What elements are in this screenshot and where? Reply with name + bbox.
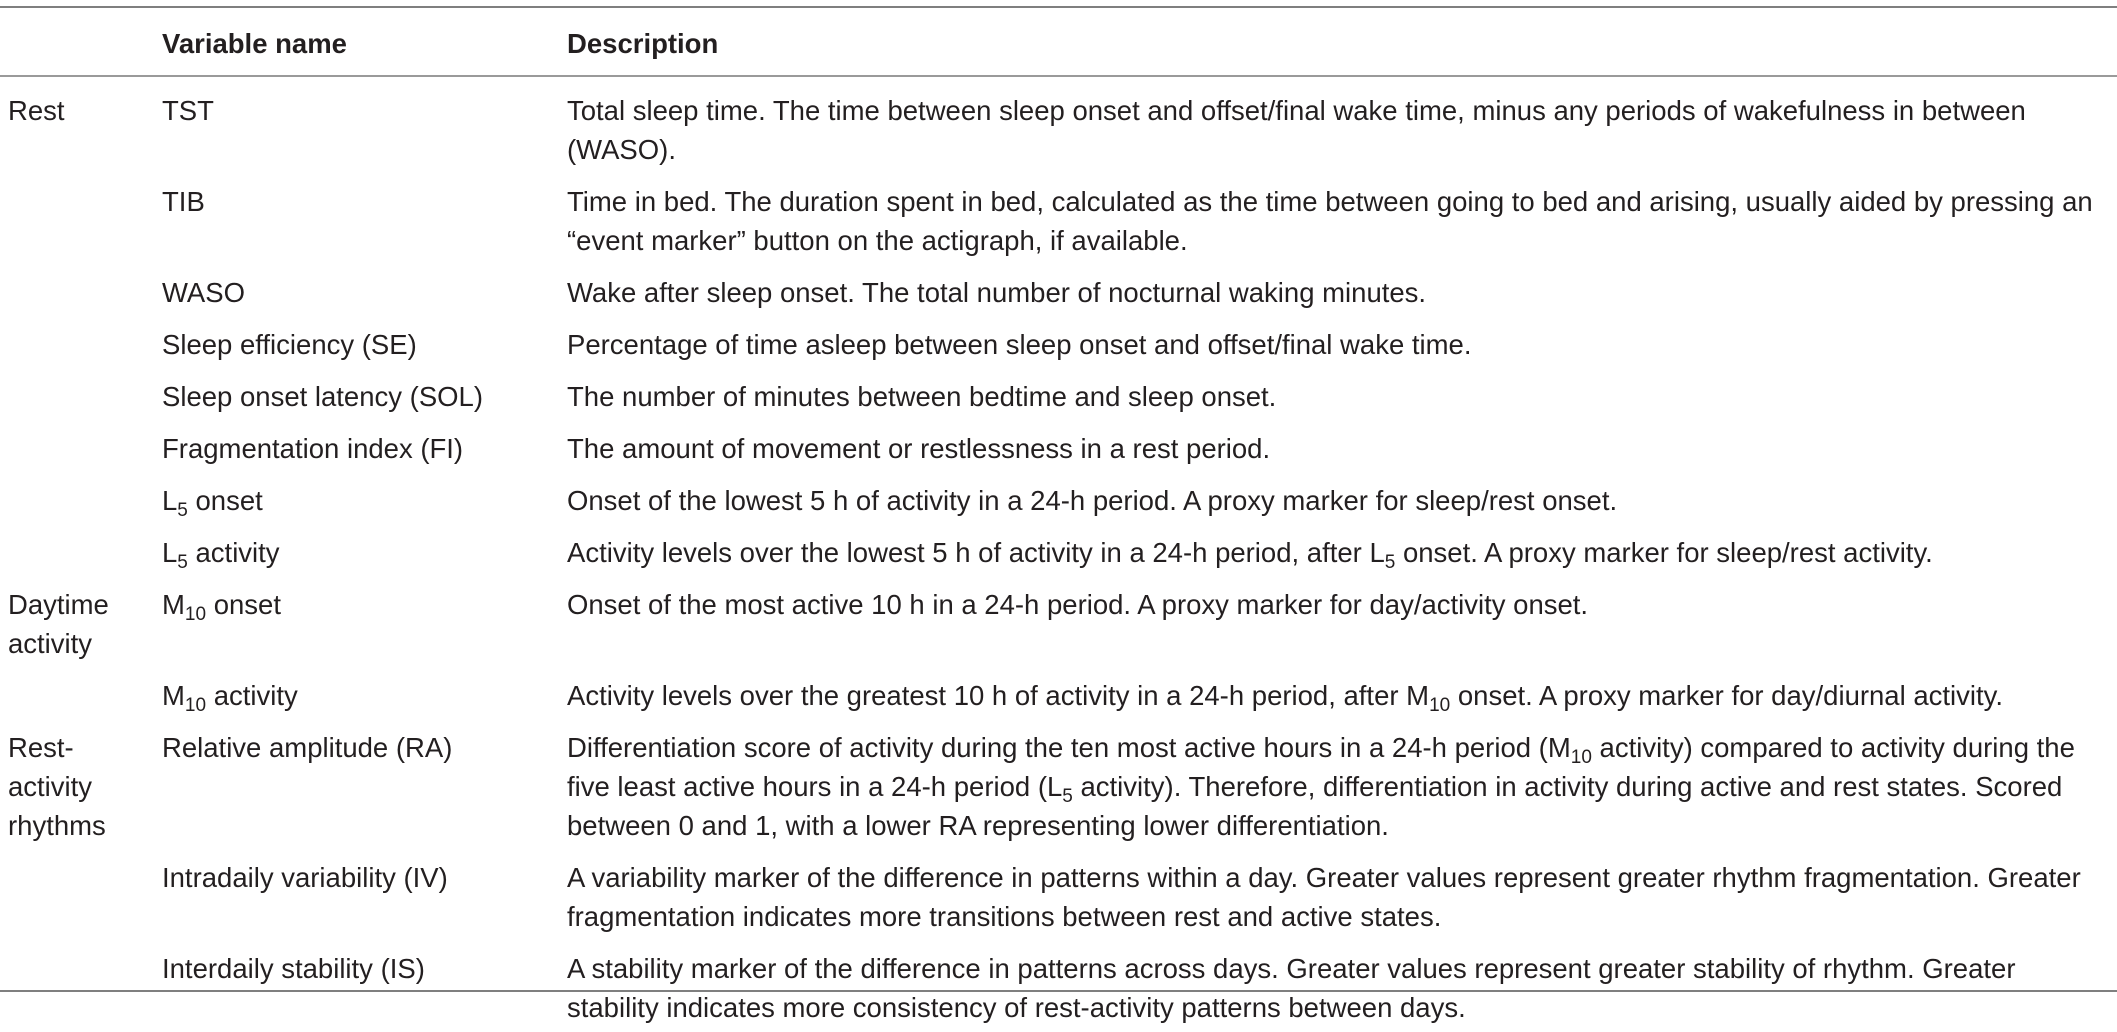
- variable-text: Sleep onset latency (SOL): [162, 381, 484, 412]
- row-group-label: [0, 174, 162, 265]
- row-variable-name: [162, 77, 567, 174]
- variable-text: Relative amplitude (RA): [162, 732, 453, 763]
- row-description: [567, 265, 2117, 317]
- row-description: [567, 174, 2117, 265]
- row-description: [567, 473, 2117, 525]
- row-group-label: [0, 317, 162, 369]
- row-description: [567, 317, 2117, 369]
- description-text: Total sleep time. The time between sleep onset and offset/final wake time, minus any periods of wakefulness in between (WASO).: [567, 95, 2026, 165]
- table-row: [0, 941, 2117, 1032]
- table-row: [0, 668, 2117, 720]
- header-row: [0, 8, 2117, 77]
- row-group-label: [0, 850, 162, 941]
- row-description: [567, 720, 2117, 850]
- variable-suffix: activity: [187, 537, 280, 568]
- row-description: [567, 668, 2117, 720]
- row-group-label: [0, 525, 162, 577]
- row-variable-name: [162, 369, 567, 421]
- row-group-label: [0, 421, 162, 473]
- row-variable-name: [162, 577, 567, 668]
- row-variable-name: [162, 421, 567, 473]
- row-variable-name: [162, 265, 567, 317]
- variable-text: Sleep efficiency (SE): [162, 329, 417, 360]
- description-text: The number of minutes between bedtime and sleep onset.: [567, 381, 1277, 412]
- row-variable-name: [162, 317, 567, 369]
- row-description: [567, 77, 2117, 174]
- header-description: Description: [567, 28, 719, 59]
- row-description: [567, 525, 2117, 577]
- description-text: The amount of movement or restlessness in a rest period.: [567, 433, 1271, 464]
- variable-text: TST: [162, 95, 214, 126]
- table-row: [0, 77, 2117, 174]
- variable-subscript: 5: [177, 552, 188, 573]
- variable-text: Interdaily stability (IS): [162, 953, 425, 984]
- header-group: [0, 8, 162, 77]
- variable-suffix: onset: [187, 485, 263, 516]
- variable-suffix: onset: [206, 589, 281, 620]
- variable-text: Fragmentation index (FI): [162, 433, 464, 464]
- row-description: [567, 941, 2117, 1032]
- row-group-label: Rest-activity rhythms: [8, 732, 106, 841]
- row-group-label: [0, 473, 162, 525]
- table-row: [0, 369, 2117, 421]
- description-text: onset. A proxy marker for sleep/rest activity.: [1395, 537, 1933, 568]
- description-text: Activity levels over the lowest 5 h of activity in a 24-h period, after L: [567, 537, 1385, 568]
- row-group-label: [0, 369, 162, 421]
- description-subscript: 5: [1062, 786, 1073, 807]
- description-text: Time in bed. The duration spent in bed, calculated as the time between going to bed and arising, usually aided by pressing an “event marker” button on the actigraph, if available.: [567, 186, 2093, 256]
- description-text: A variability marker of the difference in patterns within a day. Greater values represent greater rhythm fragmentation. Greater fragmentation indicates more transitions between rest and active states.: [567, 862, 2081, 932]
- description-text: Onset of the most active 10 h in a 24-h period. A proxy marker for day/activity onset.: [567, 589, 1589, 620]
- variable-text: Intradaily variability (IV): [162, 862, 448, 893]
- row-group-label: Rest: [8, 95, 65, 126]
- table-row: [0, 525, 2117, 577]
- variable-subscript: 5: [177, 500, 188, 521]
- row-group-label: [0, 941, 162, 1032]
- description-text: Wake after sleep onset. The total number of nocturnal waking minutes.: [567, 277, 1427, 308]
- variable-symbol: L: [162, 485, 178, 516]
- description-subscript: 5: [1384, 552, 1396, 573]
- table-row: [0, 265, 2117, 317]
- table-row: [0, 421, 2117, 473]
- description-text: activity) compared to activity during the five least active hours in a 24-h period (L: [567, 732, 2075, 802]
- row-variable-name: [162, 174, 567, 265]
- row-variable-name: [162, 941, 567, 1032]
- table-row: [0, 174, 2117, 265]
- description-text: Percentage of time asleep between sleep onset and offset/final wake time.: [567, 329, 1472, 360]
- description-text: Differentiation score of activity during the ten most active hours in a 24-h period (M: [567, 732, 1571, 763]
- row-description: [567, 421, 2117, 473]
- description-subscript: 10: [1570, 747, 1592, 768]
- variable-suffix: activity: [206, 680, 298, 711]
- row-group-label: Daytime activity: [8, 589, 109, 659]
- table-body: [0, 77, 2117, 1032]
- variable-subscript: 10: [184, 604, 207, 625]
- row-description: [567, 850, 2117, 941]
- description-text: onset. A proxy marker for day/diurnal activity.: [1450, 680, 2003, 711]
- row-variable-name: [162, 850, 567, 941]
- variable-symbol: M: [162, 680, 185, 711]
- table-row: [0, 317, 2117, 369]
- row-variable-name: [162, 473, 567, 525]
- header-variable-name: Variable name: [162, 28, 347, 59]
- table-row: [0, 577, 2117, 668]
- description-subscript: 10: [1429, 695, 1451, 716]
- table-header: [0, 8, 2117, 77]
- description-text: activity). Therefore, differentiation in activity during active and rest states. Scored between 0 and 1, with a lower RA representing lower differentiation.: [567, 771, 2063, 841]
- table-row: [0, 720, 2117, 850]
- variable-symbol: L: [162, 537, 178, 568]
- variable-text: TIB: [162, 186, 205, 217]
- row-group-label: [0, 265, 162, 317]
- description-text: Activity levels over the greatest 10 h of activity in a 24-h period, after M: [567, 680, 1430, 711]
- row-description: [567, 369, 2117, 421]
- variables-table: [0, 8, 2117, 1032]
- row-variable-name: [162, 720, 567, 850]
- variable-subscript: 10: [184, 695, 207, 716]
- row-variable-name: [162, 525, 567, 577]
- description-text: A stability marker of the difference in patterns across days. Greater values represent greater stability of rhythm. Greater stability indicates more consistency of rest-activity patterns between days.: [567, 953, 2016, 1023]
- table-row: [0, 473, 2117, 525]
- variable-text: WASO: [162, 277, 246, 308]
- description-text: Onset of the lowest 5 h of activity in a 24-h period. A proxy marker for sleep/rest onset.: [567, 485, 1618, 516]
- row-variable-name: [162, 668, 567, 720]
- row-group-label: [0, 668, 162, 720]
- variable-symbol: M: [162, 589, 185, 620]
- row-description: [567, 577, 2117, 668]
- table-row: [0, 850, 2117, 941]
